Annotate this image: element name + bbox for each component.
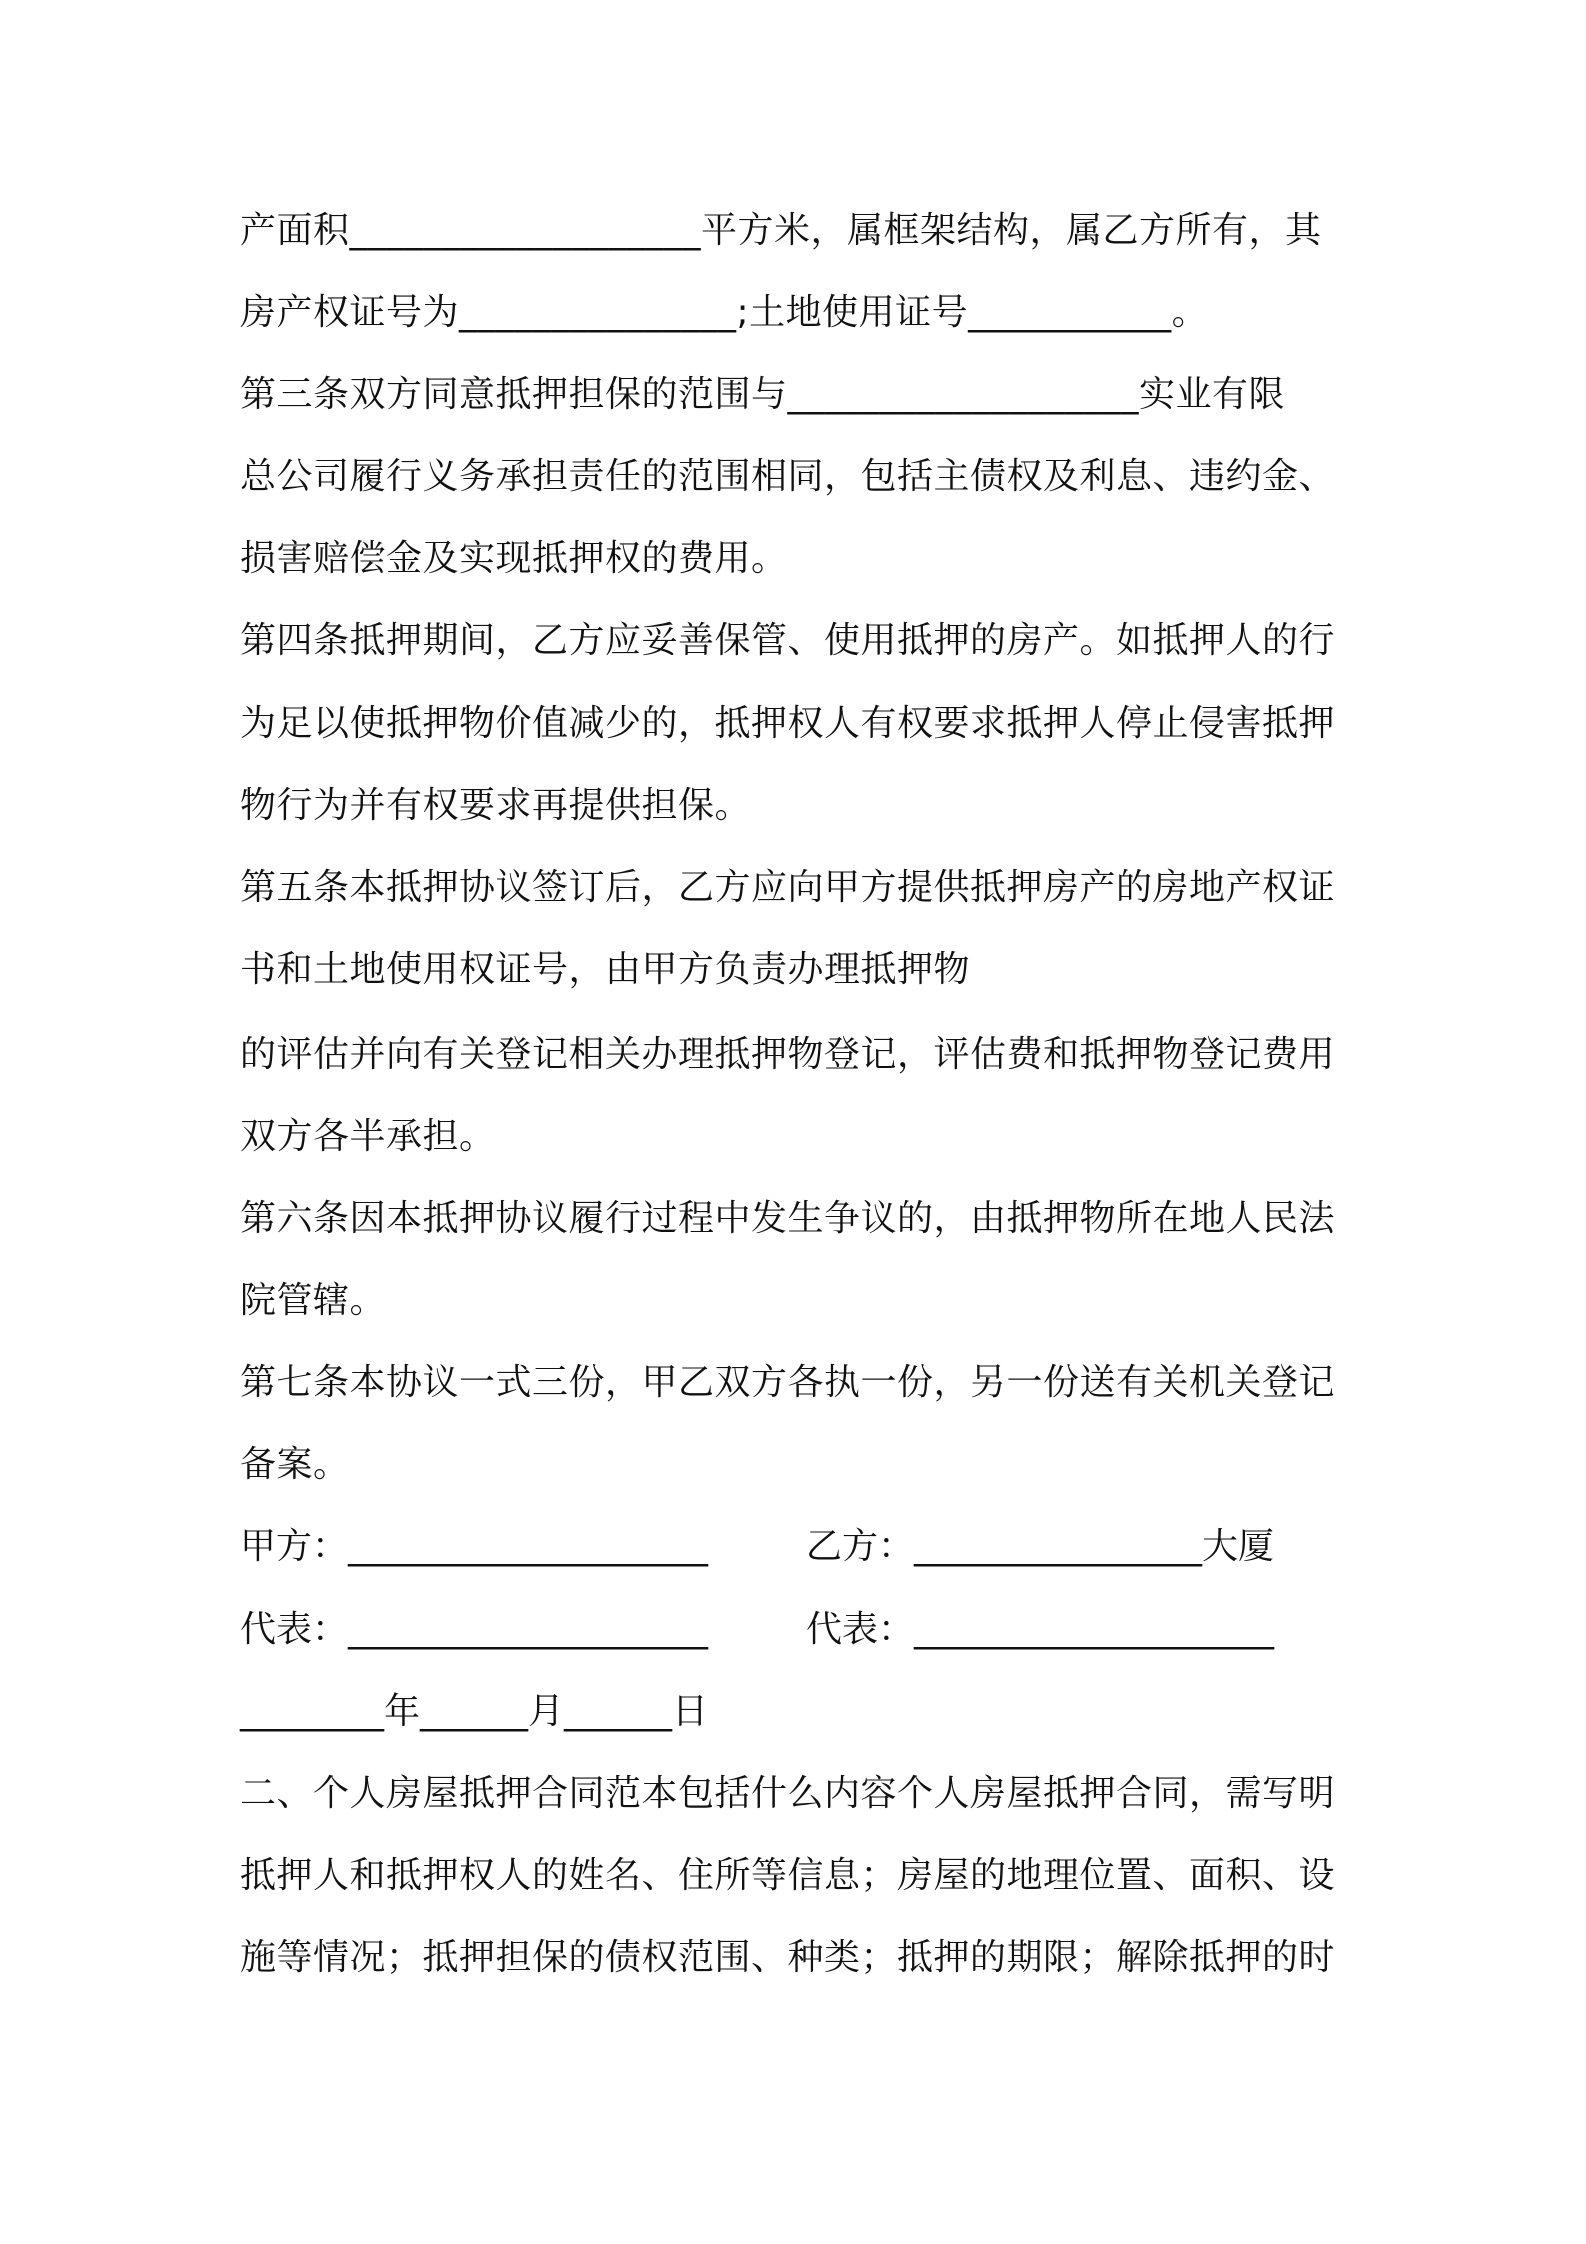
representative-a-field: 代表：____________________ bbox=[240, 1609, 709, 1650]
paragraph-line: 双方各半承担。 bbox=[240, 1116, 496, 1157]
article-five-line: 第五条本抵押协议签订后，乙方应向甲方提供抵押房产的房地产权证 bbox=[240, 867, 1336, 908]
paragraph-line: 房产权证号为_______________;土地使用证号___________。 bbox=[240, 292, 1209, 333]
paragraph-line: 施等情况；抵押担保的债权范围、种类；抵押的期限；解除抵押的时 bbox=[240, 1937, 1336, 1978]
paragraph-line: 产面积___________________平方米，属框架结构，属乙方所有，其 bbox=[240, 210, 1322, 251]
article-three-line: 第三条双方同意抵押担保的范围与___________________实业有限 bbox=[240, 374, 1286, 415]
paragraph-line: 为足以使抵押物价值减少的，抵押权人有权要求抵押人停止侵害抵押 bbox=[240, 703, 1336, 744]
date-field: ________年______月______日 bbox=[240, 1691, 708, 1732]
paragraph-line: 抵押人和抵押权人的姓名、住所等信息；房屋的地理位置、面积、设 bbox=[240, 1855, 1336, 1896]
section-two-line: 二、个人房屋抵押合同范本包括什么内容个人房屋抵押合同，需写明 bbox=[240, 1773, 1336, 1814]
paragraph-line: 总公司履行义务承担责任的范围相同，包括主债权及利息、违约金、 bbox=[240, 456, 1336, 497]
article-seven-line: 第七条本协议一式三份，甲乙双方各执一份，另一份送有关机关登记 bbox=[240, 1362, 1336, 1403]
paragraph-line: 的评估并向有关登记相关办理抵押物登记，评估费和抵押物登记费用 bbox=[240, 1034, 1336, 1075]
paragraph-line: 院管辖。 bbox=[240, 1280, 387, 1321]
article-four-line: 第四条抵押期间，乙方应妥善保管、使用抵押的房产。如抵押人的行 bbox=[240, 620, 1336, 661]
paragraph-line: 损害赔偿金及实现抵押权的费用。 bbox=[240, 538, 788, 579]
party-b-field: 乙方：________________大厦 bbox=[806, 1526, 1275, 1567]
article-six-line: 第六条因本抵押协议履行过程中发生争议的，由抵押物所在地人民法 bbox=[240, 1198, 1336, 1239]
paragraph-line: 备案。 bbox=[240, 1444, 350, 1485]
party-a-field: 甲方：____________________ bbox=[240, 1526, 709, 1567]
paragraph-line: 物行为并有权要求再提供担保。 bbox=[240, 785, 752, 826]
paragraph-line: 书和土地使用权证号，由甲方负责办理抵押物 bbox=[240, 949, 971, 990]
representative-b-field: 代表：____________________ bbox=[806, 1609, 1275, 1650]
